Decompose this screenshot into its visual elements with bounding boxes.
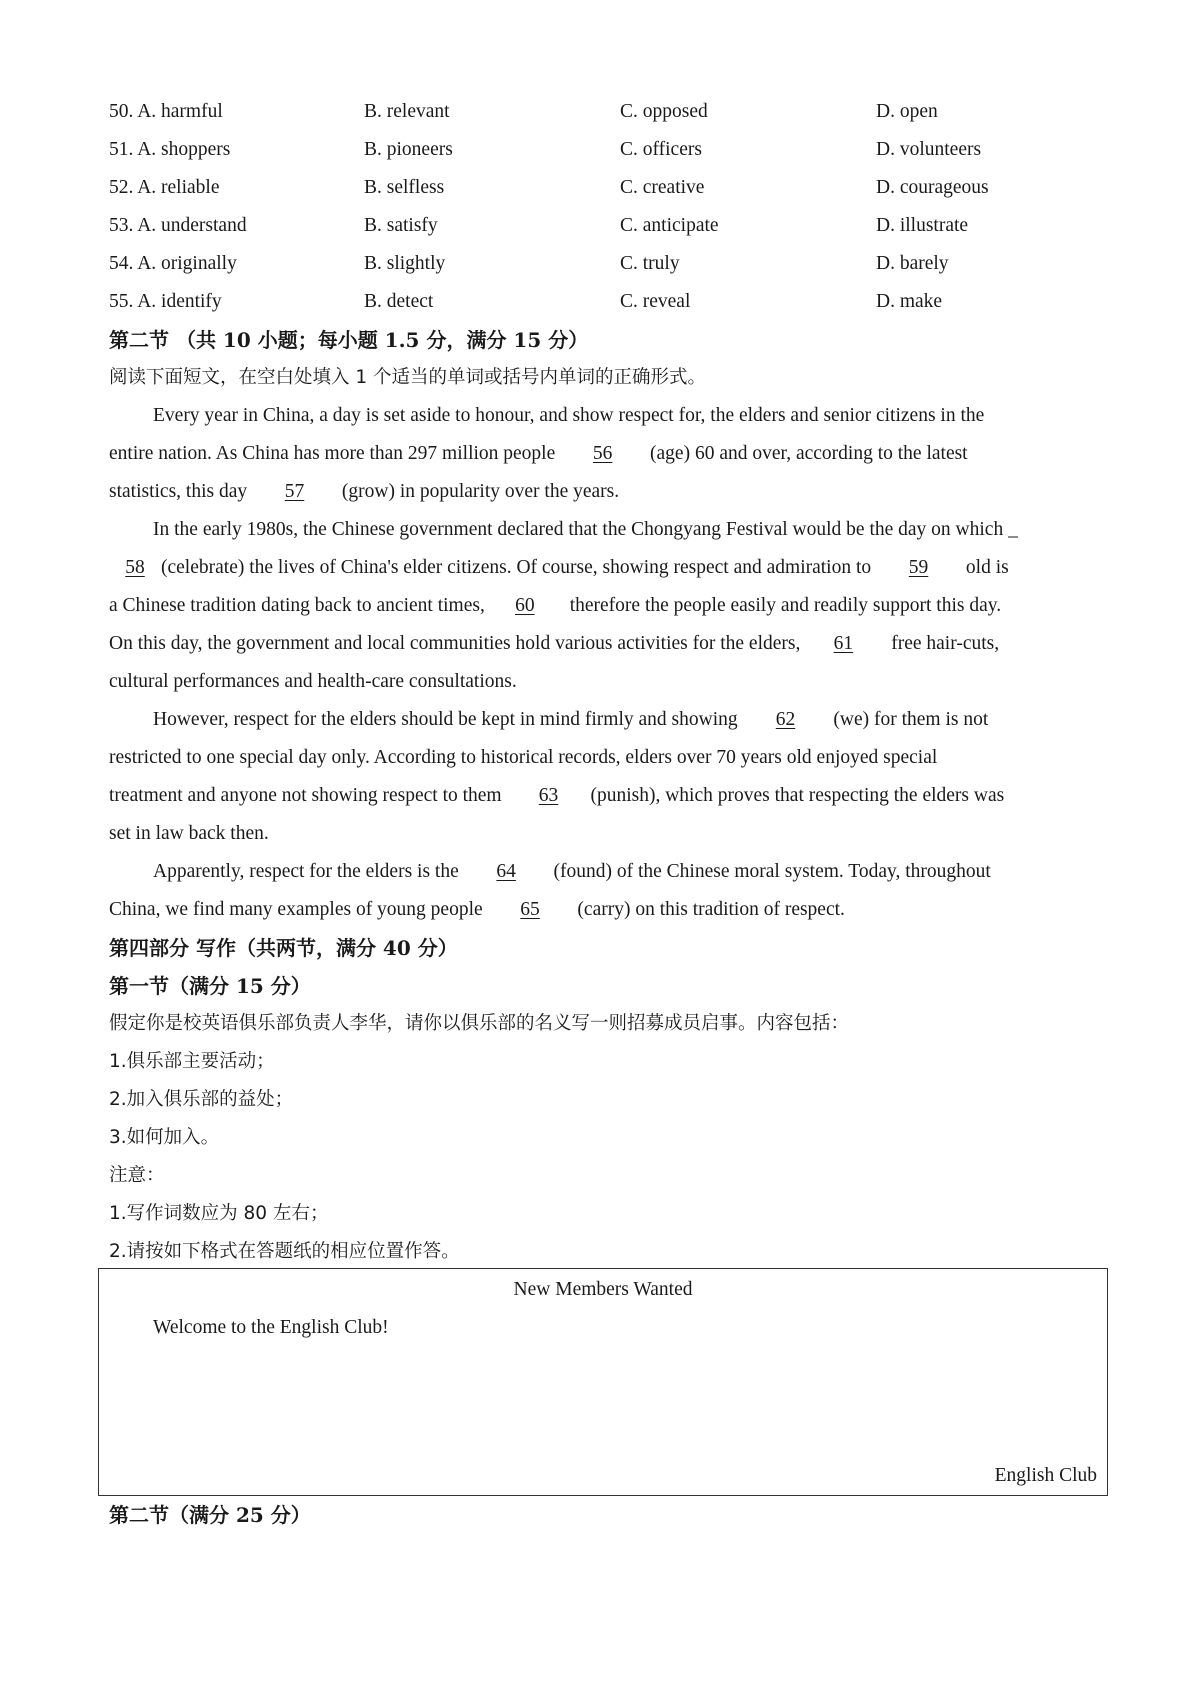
blank-58[interactable]: 58	[125, 557, 145, 578]
option-a: 53. A. understand	[109, 215, 247, 236]
option-c: C. reveal	[620, 291, 691, 312]
passage-line: Apparently, respect for the elders is the 64 (found) of the Chinese moral system. Today, throughout	[153, 857, 991, 887]
passage-line: treatment and anyone not showing respect to them 63 (punish), which proves that respecting the elders was	[109, 781, 1004, 811]
option-b: B. selfless	[364, 177, 445, 198]
option-a: 55. A. identify	[109, 291, 222, 312]
option-d: D. courageous	[876, 177, 989, 198]
passage-line: statistics, this day 57 (grow) in popularity over the years.	[109, 477, 619, 507]
blank-63[interactable]: 63	[538, 785, 559, 806]
box-signature: English Club	[994, 1465, 1097, 1486]
option-b: B. pioneers	[364, 139, 453, 160]
option-d: D. make	[876, 291, 943, 312]
section-heading: 第二节 （共 10 小题；每小题 1.5 分，满分 15 分）	[109, 328, 589, 352]
option-a: 50. A. harmful	[109, 101, 223, 122]
passage-line: On this day, the government and local communities hold various activities for the elders, 61 free hair-cuts,	[109, 629, 999, 659]
passage-line: restricted to one special day only. According to historical records, elders over 70 years old enjoyed special	[109, 747, 938, 768]
blank-65[interactable]: 65	[520, 899, 540, 920]
option-d: D. volunteers	[876, 139, 982, 160]
passage-line: entire nation. As China has more than 297 million people 56 (age) 60 and over, according to the latest	[109, 439, 968, 469]
prompt-item: 2.加入俱乐部的益处；	[109, 1089, 294, 1110]
blank-60[interactable]: 60	[515, 595, 535, 616]
passage-line: 58 (celebrate) the lives of China's elder citizens. Of course, showing respect and admiration to 59 old is	[109, 553, 1009, 583]
box-greeting: Welcome to the English Club!	[153, 1317, 389, 1338]
option-d: D. barely	[876, 253, 949, 274]
passage-line: In the early 1980s, the Chinese government declared that the Chongyang Festival would be the day on which _	[153, 519, 1018, 540]
prompt-item: 1.俱乐部主要活动；	[109, 1051, 275, 1072]
passage-line: Every year in China, a day is set aside to honour, and show respect for, the elders and senior citizens in the	[153, 405, 985, 426]
part-heading: 第四部分 写作（共两节，满分 40 分）	[109, 936, 458, 960]
section-heading: 第一节（满分 15 分）	[109, 974, 311, 998]
option-row-54	[109, 249, 1109, 279]
blank-61[interactable]: 61	[833, 633, 854, 654]
option-d: D. open	[876, 101, 938, 122]
note-item: 1.写作词数应为 80 左右；	[109, 1203, 329, 1224]
blank-59[interactable]: 59	[908, 557, 929, 578]
prompt-item: 3.如何加入。	[109, 1127, 220, 1148]
passage-line: a Chinese tradition dating back to ancient times, 60 therefore the people easily and readily support this day.	[109, 591, 1001, 621]
blank-56[interactable]: 56	[592, 443, 613, 464]
option-row-52	[109, 173, 1109, 203]
passage-line: cultural performances and health-care consultations.	[109, 671, 517, 692]
option-row-51	[109, 135, 1109, 165]
passage-line: set in law back then.	[109, 823, 269, 844]
option-c: C. creative	[620, 177, 705, 198]
note-label: 注意：	[109, 1165, 165, 1186]
section-instruction: 阅读下面短文，在空白处填入 1 个适当的单词或括号内单词的正确形式。	[109, 367, 707, 388]
option-row-55	[109, 287, 1109, 317]
writing-prompt: 假定你是校英语俱乐部负责人李华，请你以俱乐部的名义写一则招募成员启事。内容包括：	[109, 1013, 850, 1034]
answer-format-box	[98, 1268, 1108, 1496]
option-c: C. officers	[620, 139, 702, 160]
blank-64[interactable]: 64	[496, 861, 516, 882]
option-c: C. opposed	[620, 101, 708, 122]
option-b: B. detect	[364, 291, 434, 312]
blank-57[interactable]: 57	[284, 481, 305, 502]
box-title: New Members Wanted	[513, 1279, 693, 1300]
option-b: B. satisfy	[364, 215, 438, 236]
option-a: 52. A. reliable	[109, 177, 220, 198]
option-row-53	[109, 211, 1109, 241]
option-b: B. slightly	[364, 253, 446, 274]
passage-line: China, we find many examples of young people 65 (carry) on this tradition of respect.	[109, 895, 845, 925]
option-c: C. anticipate	[620, 215, 719, 236]
option-a: 54. A. originally	[109, 253, 237, 274]
passage-line: However, respect for the elders should be kept in mind firmly and showing 62 (we) for them is not	[153, 705, 988, 735]
section-heading: 第二节（满分 25 分）	[109, 1503, 311, 1527]
option-a: 51. A. shoppers	[109, 139, 231, 160]
option-row-50	[109, 97, 1109, 127]
blank-62[interactable]: 62	[775, 709, 796, 730]
option-d: D. illustrate	[876, 215, 969, 236]
option-c: C. truly	[620, 253, 680, 274]
note-item: 2.请按如下格式在答题纸的相应位置作答。	[109, 1241, 460, 1262]
option-b: B. relevant	[364, 101, 450, 122]
